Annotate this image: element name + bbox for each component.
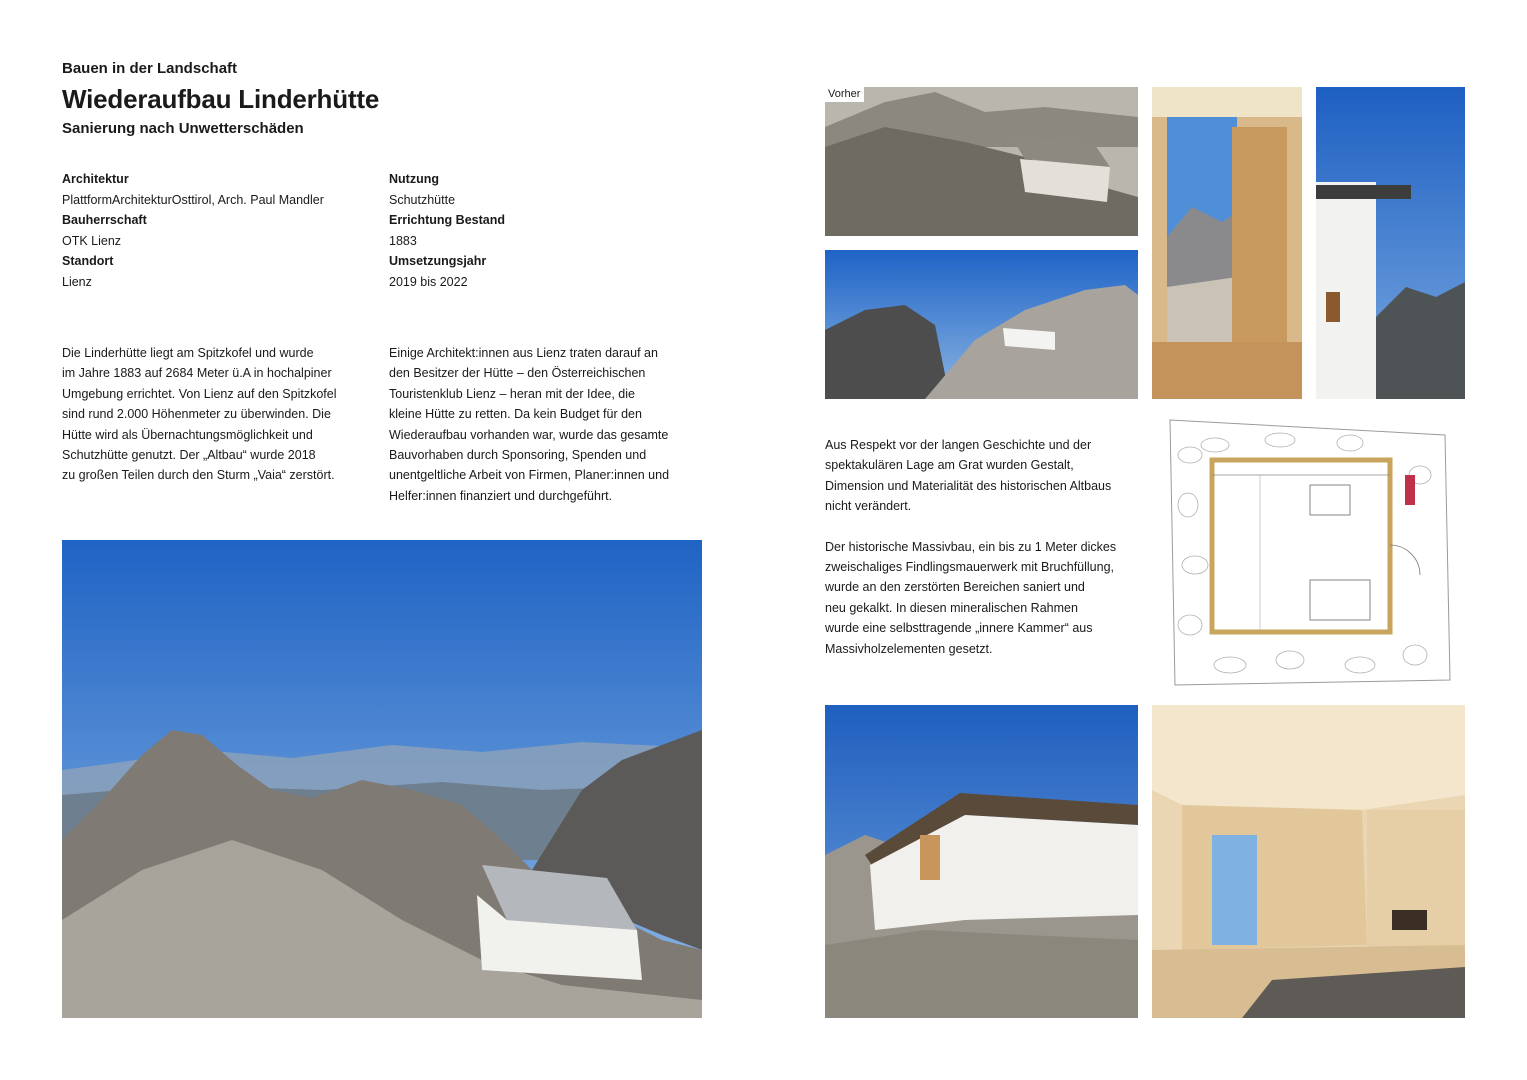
page-title: Wiederaufbau Linderhütte bbox=[62, 84, 380, 114]
text-line: im Jahre 1883 auf 2684 Meter ü.A in hochalpiner bbox=[62, 366, 332, 381]
text-line: unentgeltliche Arbeit von Firmen, Planer:innen und bbox=[389, 468, 670, 483]
fact-value: Lienz bbox=[62, 274, 92, 289]
text-line: Wiederaufbau vorhanden war, wurde das gesamte bbox=[389, 427, 669, 442]
fact-label: Architektur bbox=[62, 172, 129, 186]
text-line: Schutzhütte genutzt. Der „Altbau“ wurde 2018 bbox=[62, 448, 316, 463]
text-line: neu gekalkt. In diesen mineralischen Rahmen bbox=[825, 600, 1078, 615]
fact-label: Umsetzungsjahr bbox=[389, 254, 487, 268]
wood-interior-photo bbox=[1152, 705, 1465, 1018]
text-line: nicht verändert. bbox=[825, 499, 912, 514]
facts-right bbox=[389, 169, 689, 292]
body-text-column-2 bbox=[389, 343, 709, 506]
historic-photo bbox=[825, 87, 1138, 236]
fact-value: 2019 bis 2022 bbox=[389, 274, 468, 289]
text-line: den Besitzer der Hütte – den Österreichischen bbox=[389, 366, 646, 381]
text-line: Helfer:innen finanziert und durchgeführt. bbox=[389, 488, 613, 503]
fact-value: 1883 bbox=[389, 233, 417, 248]
text-line: Massivholzelementen gesetzt. bbox=[825, 641, 993, 656]
paragraph bbox=[825, 435, 1145, 517]
fact-value: PlattformArchitekturOsttirol, Arch. Paul Mandler bbox=[62, 192, 324, 207]
text-line: Einige Architekt:innen aus Lienz traten darauf an bbox=[389, 346, 658, 360]
text-line: zweischaliges Findlingsmauerwerk mit Bruchfüllung, bbox=[825, 560, 1115, 575]
section-kicker: Bauen in der Landschaft bbox=[62, 60, 238, 77]
hut-exterior-photo bbox=[825, 705, 1138, 1018]
vorher-caption: Vorher bbox=[825, 87, 864, 102]
text-line: Die Linderhütte liegt am Spitzkofel und wurde bbox=[62, 346, 314, 360]
fact-value: OTK Lienz bbox=[62, 233, 122, 248]
fact-label: Standort bbox=[62, 254, 114, 268]
text-line: Dimension und Materialität des historischen Altbaus bbox=[825, 478, 1112, 493]
text-line: Bauvorhaben durch Sponsoring, Spenden und bbox=[389, 448, 647, 463]
text-line: spektakulären Lage am Grat wurden Gestalt, bbox=[825, 458, 1074, 473]
fact-value: Schutzhütte bbox=[389, 192, 456, 207]
text-line: Aus Respekt vor der langen Geschichte und der bbox=[825, 438, 1092, 452]
text-line: Der historische Massivbau, ein bis zu 1 Meter dickes bbox=[825, 539, 1117, 554]
paragraph bbox=[825, 537, 1145, 659]
gutter-photo bbox=[1316, 87, 1465, 399]
text-line: zu großen Teilen durch den Sturm „Vaia“ zerstört. bbox=[62, 468, 335, 483]
page-subtitle: Sanierung nach Unwetterschäden bbox=[62, 120, 304, 137]
facts-left bbox=[62, 169, 382, 292]
fact-label: Nutzung bbox=[389, 172, 439, 186]
text-line: Touristenklub Lienz – heran mit der Idee, die bbox=[389, 386, 635, 401]
window-photo bbox=[1152, 87, 1302, 399]
fact-label: Errichtung Bestand bbox=[389, 213, 505, 227]
body-text-column-3 bbox=[825, 435, 1145, 679]
main-mountain-photo bbox=[62, 540, 702, 1018]
fact-label: Bauherrschaft bbox=[62, 213, 147, 227]
floor-plan-drawing bbox=[1160, 415, 1460, 690]
ridge-hut-photo bbox=[825, 250, 1138, 399]
text-line: Hütte wird als Übernachtungsmöglichkeit und bbox=[62, 427, 313, 442]
text-line: kleine Hütte zu retten. Da kein Budget für den bbox=[389, 407, 642, 422]
text-line: sind rund 2.000 Höhenmeter zu überwinden. Die bbox=[62, 407, 331, 422]
text-line: wurde eine selbsttragende „innere Kammer“ aus bbox=[825, 621, 1093, 636]
text-line: wurde an den zerstörten Bereichen saniert und bbox=[825, 580, 1085, 595]
body-text-column-1 bbox=[62, 343, 382, 486]
text-line: Umgebung errichtet. Von Lienz auf den Spitzkofel bbox=[62, 386, 337, 401]
